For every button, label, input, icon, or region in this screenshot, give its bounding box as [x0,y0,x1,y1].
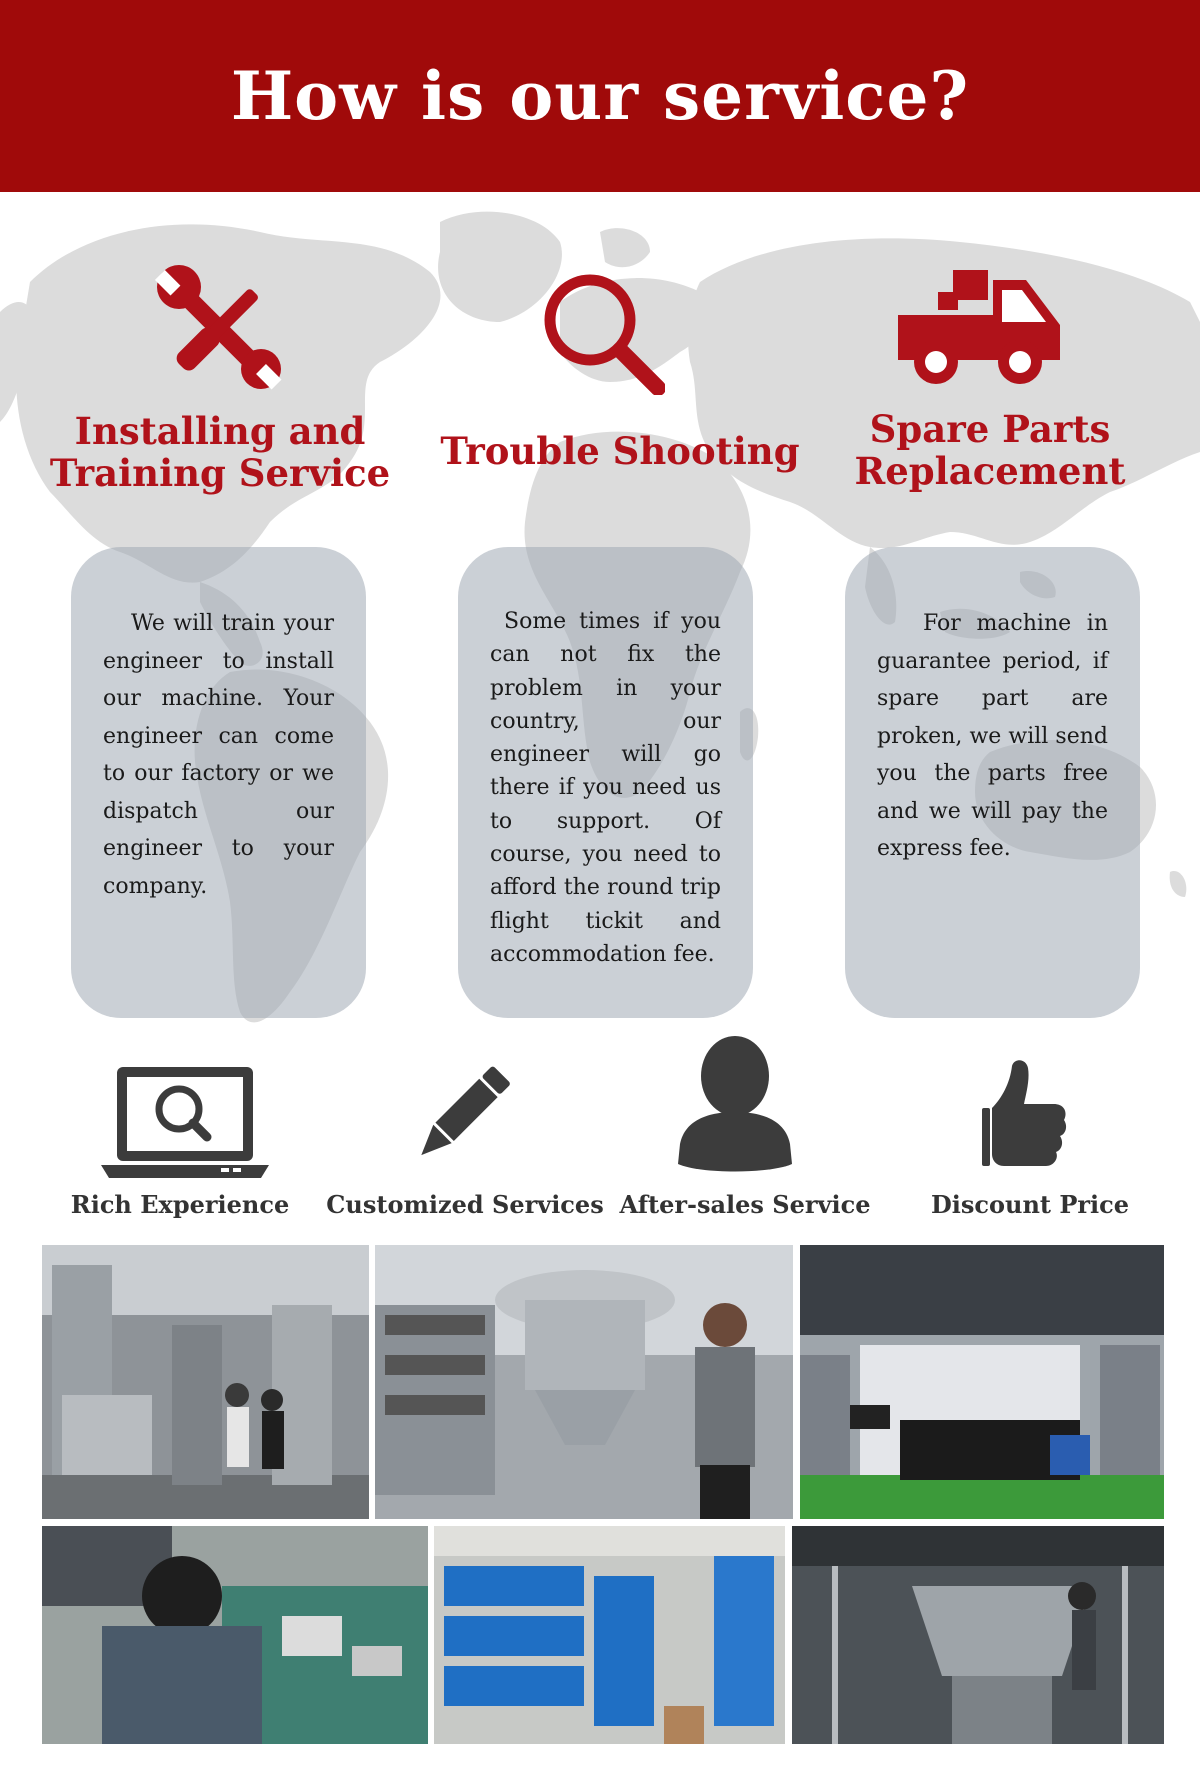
magnifier-icon [535,270,670,395]
header-banner [0,0,1200,192]
service-title-installing [40,410,400,494]
wrench-screwdriver-icon [150,262,290,392]
photo-exhibition-team [800,1245,1164,1519]
laptop-search-icon [100,1058,270,1178]
feature-label-after-sales-service: After-sales Service [619,1190,871,1219]
page-title: How is our service? [230,57,970,135]
service-card-text: We will train your engineer to install our machine. Your engineer can come to our factory or we dispatch our engineer to your company. [103,611,334,899]
person-icon [665,1034,805,1174]
photo-machine-installation [792,1526,1164,1744]
thumbs-up-icon [975,1058,1075,1170]
photo-factory-machines [42,1245,369,1519]
pencil-icon [408,1062,518,1162]
service-card-spare-parts [845,547,1140,1018]
feature-label-rich-experience: Rich Experience [70,1190,290,1219]
service-title-line2: Replacement [854,449,1126,493]
service-title-line2: Training Service [49,451,391,495]
service-card-text: Some times if you can not fix the problem in your country, our engineer will go there if you need us to support. Of course, you need to afford the round trip flight tickit and accommodation fee. [490,609,721,967]
delivery-truck-icon [895,270,1065,385]
photo-soldering-circuit [42,1526,428,1744]
service-card-installing [71,547,366,1018]
feature-label-discount-price: Discount Price [930,1190,1130,1219]
service-title-spare-parts [820,408,1160,492]
feature-label-customized-services: Customized Services [326,1190,604,1219]
service-card-text: For machine in guarantee period, if spare part are proken, we will send you the parts free and we will pay the express fee. [877,611,1108,861]
photo-engineer-weigher [375,1245,793,1519]
service-title-line1: Spare Parts [869,407,1111,451]
service-title-trouble-shooting [440,430,800,472]
service-title-line1: Installing and [74,409,366,453]
photo-spare-parts-warehouse [434,1526,785,1744]
service-card-trouble-shooting [458,547,753,1018]
service-title-line1: Trouble Shooting [440,429,800,473]
